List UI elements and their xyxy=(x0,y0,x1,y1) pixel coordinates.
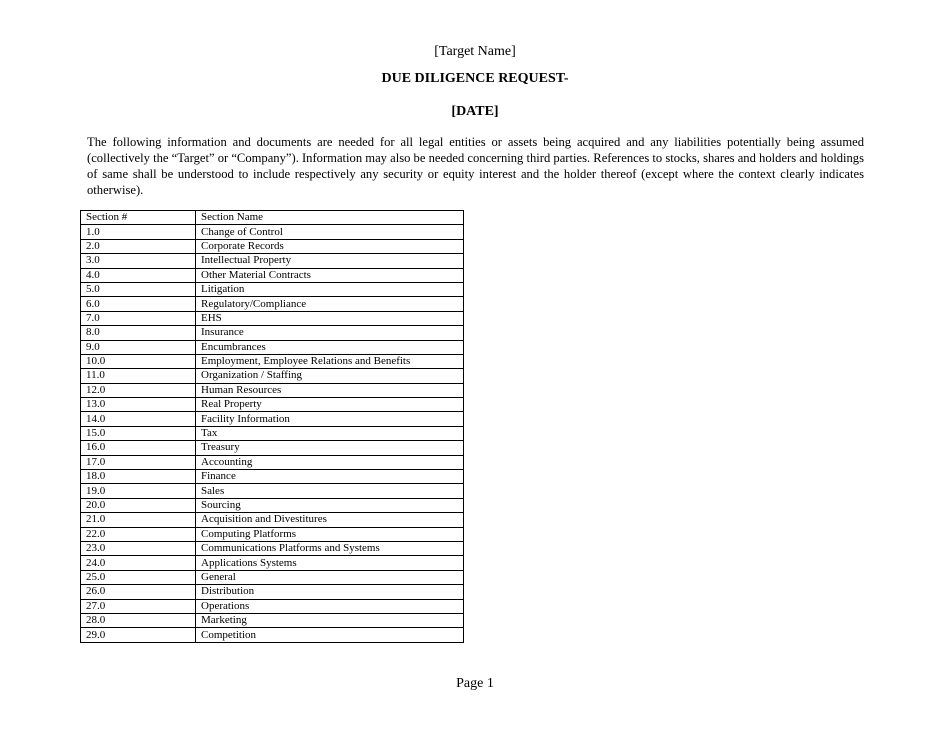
document-title: DUE DILIGENCE REQUEST- xyxy=(381,71,569,86)
section-number-cell: 27.0 xyxy=(81,599,196,613)
section-name-cell: General xyxy=(196,570,464,584)
intro-paragraph: The following information and documents are needed for all legal entities or assets being acquired and any liabilities potentially being assumed (collectively the “Target” or “Company”). Information may also be needed concerning third parties. References to stocks, shares and holders and holdings of same shall be understood to include respectively any security or equity interest and the holder thereof (except where the context clearly indicates otherwise). xyxy=(87,135,864,197)
table-row xyxy=(81,541,464,555)
table-row xyxy=(81,484,464,498)
table-row xyxy=(81,268,464,282)
section-number-cell: 21.0 xyxy=(81,513,196,527)
table-row xyxy=(81,225,464,239)
table-row xyxy=(81,369,464,383)
section-number-cell: 29.0 xyxy=(81,628,196,642)
section-name-cell: Real Property xyxy=(196,398,464,412)
target-name: [Target Name] xyxy=(434,44,516,59)
table-row xyxy=(81,326,464,340)
table-row xyxy=(81,383,464,397)
section-name-cell: Operations xyxy=(196,599,464,613)
section-name-cell: Employment, Employee Relations and Benefits xyxy=(196,354,464,368)
section-number-cell: 14.0 xyxy=(81,412,196,426)
section-name-cell: Acquisition and Divestitures xyxy=(196,513,464,527)
section-name-cell: Accounting xyxy=(196,455,464,469)
section-number-cell: 11.0 xyxy=(81,369,196,383)
section-number-cell: 25.0 xyxy=(81,570,196,584)
section-name-cell: Regulatory/Compliance xyxy=(196,297,464,311)
sections-table xyxy=(80,210,464,643)
section-number-cell: 9.0 xyxy=(81,340,196,354)
section-number-cell: 16.0 xyxy=(81,441,196,455)
section-name-cell: Insurance xyxy=(196,326,464,340)
section-number-cell: 7.0 xyxy=(81,311,196,325)
section-name-cell: Litigation xyxy=(196,282,464,296)
table-row xyxy=(81,412,464,426)
table-row xyxy=(81,470,464,484)
sections-table-header xyxy=(81,211,464,225)
section-number-cell: 28.0 xyxy=(81,613,196,627)
table-row xyxy=(81,556,464,570)
table-row xyxy=(81,599,464,613)
section-number-cell: 1.0 xyxy=(81,225,196,239)
table-row xyxy=(81,254,464,268)
table-row xyxy=(81,570,464,584)
section-number-cell: 20.0 xyxy=(81,498,196,512)
section-name-cell: Competition xyxy=(196,628,464,642)
section-number-cell: 12.0 xyxy=(81,383,196,397)
table-row xyxy=(81,311,464,325)
table-row xyxy=(81,354,464,368)
table-row xyxy=(81,426,464,440)
section-number-cell: 26.0 xyxy=(81,585,196,599)
section-name-cell: Communications Platforms and Systems xyxy=(196,541,464,555)
sections-table-body xyxy=(81,225,464,642)
table-row xyxy=(81,398,464,412)
section-number-cell: 15.0 xyxy=(81,426,196,440)
section-name-cell: Tax xyxy=(196,426,464,440)
table-row xyxy=(81,628,464,642)
section-number-cell: 23.0 xyxy=(81,541,196,555)
section-name-cell: Computing Platforms xyxy=(196,527,464,541)
section-name-cell: Marketing xyxy=(196,613,464,627)
section-name-cell: EHS xyxy=(196,311,464,325)
table-row xyxy=(81,513,464,527)
table-row xyxy=(81,527,464,541)
section-name-cell: Finance xyxy=(196,470,464,484)
section-number-cell: 3.0 xyxy=(81,254,196,268)
section-number-cell: 10.0 xyxy=(81,354,196,368)
table-row xyxy=(81,239,464,253)
section-name-cell: Sourcing xyxy=(196,498,464,512)
section-name-cell: Organization / Staffing xyxy=(196,369,464,383)
section-name-cell: Facility Information xyxy=(196,412,464,426)
section-number-cell: 5.0 xyxy=(81,282,196,296)
section-name-cell: Intellectual Property xyxy=(196,254,464,268)
column-header-section-number: Section # xyxy=(81,211,196,225)
table-row xyxy=(81,455,464,469)
section-number-cell: 18.0 xyxy=(81,470,196,484)
page-number: Page 1 xyxy=(456,676,494,691)
section-number-cell: 13.0 xyxy=(81,398,196,412)
section-name-cell: Change of Control xyxy=(196,225,464,239)
table-row xyxy=(81,441,464,455)
section-name-cell: Corporate Records xyxy=(196,239,464,253)
section-number-cell: 4.0 xyxy=(81,268,196,282)
table-row xyxy=(81,340,464,354)
section-name-cell: Sales xyxy=(196,484,464,498)
section-name-cell: Applications Systems xyxy=(196,556,464,570)
section-number-cell: 22.0 xyxy=(81,527,196,541)
column-header-section-name: Section Name xyxy=(196,211,464,225)
section-number-cell: 8.0 xyxy=(81,326,196,340)
section-name-cell: Encumbrances xyxy=(196,340,464,354)
section-number-cell: 6.0 xyxy=(81,297,196,311)
section-name-cell: Distribution xyxy=(196,585,464,599)
document-date: [DATE] xyxy=(451,104,499,119)
table-row xyxy=(81,613,464,627)
section-number-cell: 24.0 xyxy=(81,556,196,570)
section-name-cell: Other Material Contracts xyxy=(196,268,464,282)
section-name-cell: Treasury xyxy=(196,441,464,455)
table-row xyxy=(81,282,464,296)
section-name-cell: Human Resources xyxy=(196,383,464,397)
section-number-cell: 17.0 xyxy=(81,455,196,469)
section-number-cell: 2.0 xyxy=(81,239,196,253)
table-row xyxy=(81,498,464,512)
table-row xyxy=(81,585,464,599)
section-number-cell: 19.0 xyxy=(81,484,196,498)
table-header-row xyxy=(81,211,464,225)
table-row xyxy=(81,297,464,311)
